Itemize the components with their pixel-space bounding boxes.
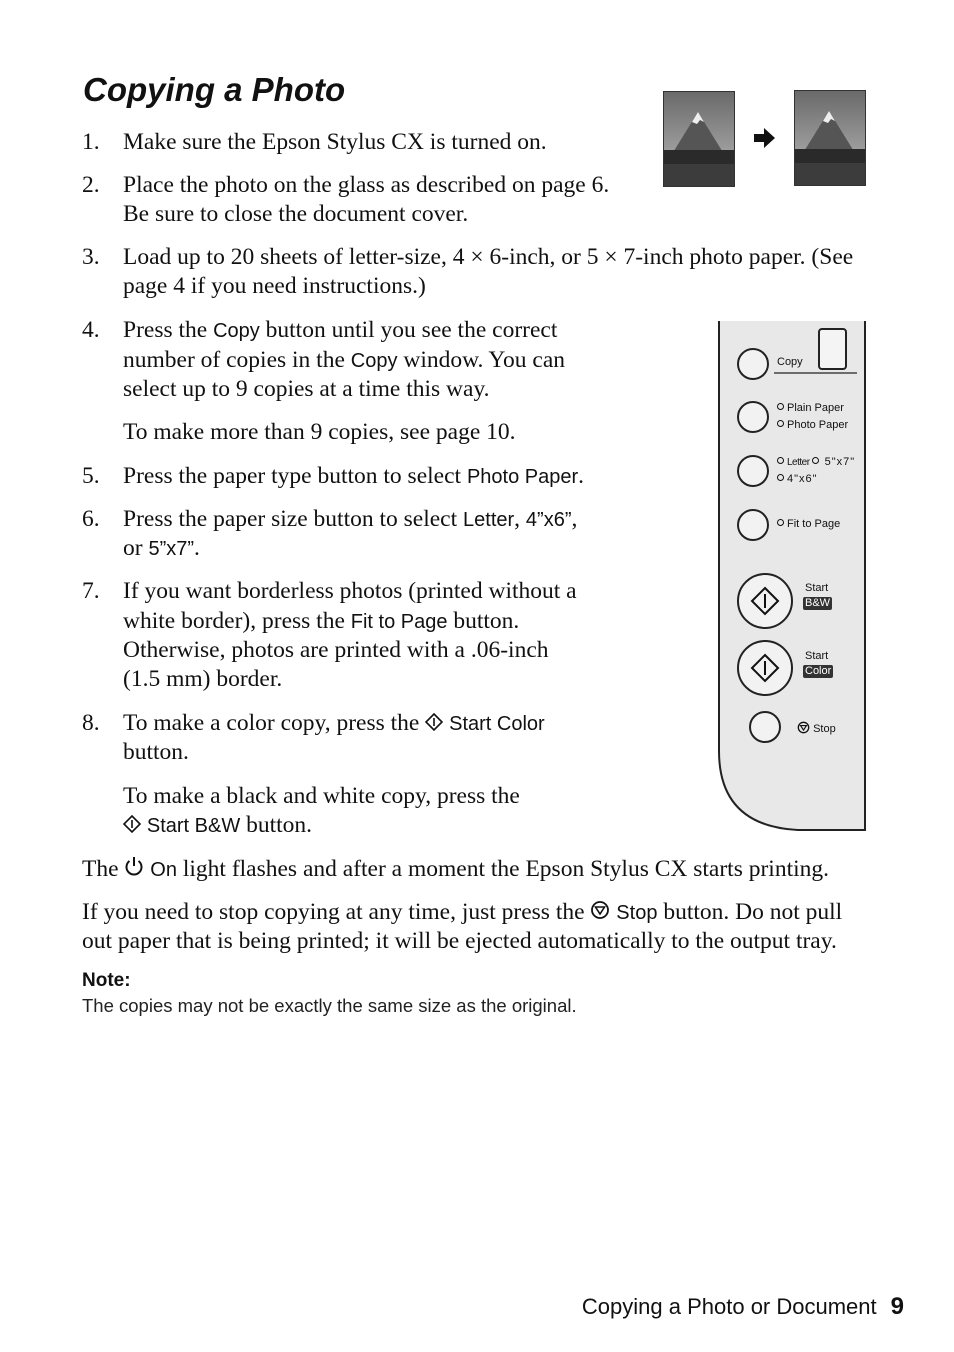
page-footer	[582, 1293, 904, 1321]
stop-icon	[797, 721, 810, 737]
step-7-line-1: If you want borderless photos (printed without a	[123, 578, 577, 604]
letter-indicator	[777, 456, 855, 468]
step-3-line-1: Load up to 20 sheets of letter-size, 4 × 6-inch, or 5 × 7-inch photo paper. (See	[123, 244, 854, 270]
start-bw-button	[737, 573, 793, 629]
step-8-subnote-2	[123, 811, 312, 842]
step-6-number: 6.	[82, 506, 100, 532]
size-4x6-ui-label: 4”x6”	[525, 509, 572, 531]
size-5x7-label: 5"x7"	[824, 456, 856, 468]
step-4-text: Press the	[123, 317, 214, 343]
start-diamond-icon	[425, 710, 443, 740]
step-6-text-part: .	[194, 535, 200, 561]
photo-paper-ui-label: Photo Paper	[466, 466, 579, 488]
photo-paper-label: Photo Paper	[787, 419, 849, 431]
fit-to-page-ui-label: Fit to Page	[350, 611, 448, 633]
step-5-number: 5.	[82, 463, 100, 489]
copied-photo	[794, 90, 866, 186]
led-icon	[777, 420, 784, 427]
step-3-line-2: page 4 if you need instructions.)	[123, 273, 426, 299]
copy-button	[737, 348, 769, 380]
stop-para-text: If you need to stop copying at any time, just press the	[82, 899, 591, 925]
size-4x6-indicator	[777, 473, 818, 485]
led-icon	[777, 403, 784, 410]
step-4-text: window. You can	[397, 347, 566, 373]
fit-to-page-indicator	[777, 518, 840, 530]
led-icon	[777, 457, 784, 464]
step-7-line-4: (1.5 mm) border.	[123, 666, 283, 692]
step-4-line-3: select up to 9 copies at a time this way.	[123, 376, 490, 402]
start-diamond-icon	[123, 812, 141, 842]
stop-paragraph-line-1	[82, 898, 882, 929]
start-diamond-icon	[739, 642, 791, 694]
stop-icon	[590, 899, 610, 929]
note-heading: Note:	[82, 970, 131, 991]
stop-label: Stop	[813, 722, 836, 735]
letter-label: Letter	[787, 457, 810, 468]
stop-para-text: button. Do not pull	[657, 899, 843, 925]
note-text: The copies may not be exactly the same size as the original.	[82, 995, 577, 1016]
bw-tag: B&W	[805, 597, 831, 609]
step-7-number: 7.	[82, 578, 100, 604]
paper-size-button	[737, 455, 769, 487]
step-4-subnote: To make more than 9 copies, see page 10.	[123, 419, 516, 445]
step-1-number: 1.	[82, 129, 100, 155]
step-4-line-2	[123, 346, 623, 377]
start-color-button	[737, 640, 793, 696]
stop-ui-label: Stop	[616, 902, 658, 924]
step-1-text: Make sure the Epson Stylus CX is turned on.	[123, 129, 547, 155]
step-4-text: number of copies in the	[123, 347, 351, 373]
letter-ui-label: Letter	[463, 509, 515, 531]
step-6-line-2	[123, 534, 200, 565]
power-icon	[124, 855, 144, 886]
led-icon	[812, 457, 819, 464]
page-title: Copying a Photo	[83, 71, 346, 108]
step-7-line-3: Otherwise, photos are printed with a .06-inch	[123, 637, 549, 663]
control-panel-illustration	[718, 321, 866, 831]
step-4-text: button until you see the correct	[259, 317, 558, 343]
start-bw-label-1: Start	[805, 582, 829, 594]
on-para-text: The	[82, 856, 125, 882]
led-icon	[777, 519, 784, 526]
stop-paragraph-line-2: out paper that is being printed; it will be ejected automatically to the output tray.	[82, 928, 837, 954]
on-para-text: light flashes and after a moment the Epson Stylus CX starts printing.	[176, 856, 830, 882]
step-6-line-1	[123, 505, 577, 536]
start-color-label-2	[803, 665, 833, 678]
arrow-right-icon	[752, 127, 776, 154]
led-icon	[777, 474, 784, 481]
on-light-paragraph	[82, 855, 882, 886]
footer-section-title: Copying a Photo or Document	[581, 1294, 877, 1319]
step-8-number: 8.	[82, 710, 100, 736]
fit-to-page-button	[737, 509, 769, 541]
paper-type-button	[737, 401, 769, 433]
stop-panel-label	[797, 721, 836, 737]
step-2-number: 2.	[82, 172, 100, 198]
step-8-line-1	[123, 709, 545, 740]
fit-to-page-label: Fit to Page	[787, 518, 841, 530]
step-5-text-part: .	[578, 463, 585, 489]
color-tag: Color	[805, 665, 832, 677]
plain-paper-label: Plain Paper	[787, 402, 844, 414]
photo-paper-indicator	[777, 419, 848, 431]
step-3-number: 3.	[82, 244, 100, 270]
step-7-text-part: white border), press the	[123, 608, 351, 634]
step-4-number: 4.	[82, 317, 100, 343]
start-color-ui-label: Start Color	[449, 713, 545, 735]
step-8-text-part: To make a color copy, press the	[123, 710, 426, 736]
step-7-line-2	[123, 607, 519, 638]
step-8-line-2: button.	[123, 739, 189, 765]
size-4x6-label: 4"x6"	[787, 473, 818, 485]
copy-ui-label: Copy	[213, 320, 260, 342]
copy-ui-label: Copy	[350, 350, 398, 372]
copy-panel-label: Copy	[777, 356, 803, 368]
start-color-label-1: Start	[805, 650, 829, 662]
step-2-line-1: Place the photo on the glass as described on page 6.	[123, 172, 610, 198]
start-bw-ui-label: Start B&W	[146, 815, 241, 837]
page-number: 9	[890, 1293, 904, 1320]
start-diamond-icon	[739, 575, 791, 627]
step-6-text-part: ,	[571, 506, 578, 532]
original-photo	[663, 91, 735, 187]
step-5-text	[123, 462, 584, 493]
on-ui-label: On	[150, 859, 177, 881]
start-bw-label-2	[803, 597, 832, 610]
step-5-text-part: Press the paper type button to select	[123, 463, 467, 489]
step-7-text-part: button.	[447, 608, 520, 634]
step-6-text-part: or	[123, 535, 149, 561]
step-8-text-part: button.	[240, 812, 313, 838]
step-8-subnote-1: To make a black and white copy, press the	[123, 783, 520, 809]
step-4-line-1	[123, 316, 623, 347]
size-5x7-ui-label: 5”x7”	[148, 538, 195, 560]
step-6-text-part: ,	[514, 506, 526, 532]
plain-paper-indicator	[777, 402, 844, 414]
step-2-line-2: Be sure to close the document cover.	[123, 201, 469, 227]
stop-button	[749, 711, 781, 743]
step-6-text-part: Press the paper size button to select	[123, 506, 464, 532]
